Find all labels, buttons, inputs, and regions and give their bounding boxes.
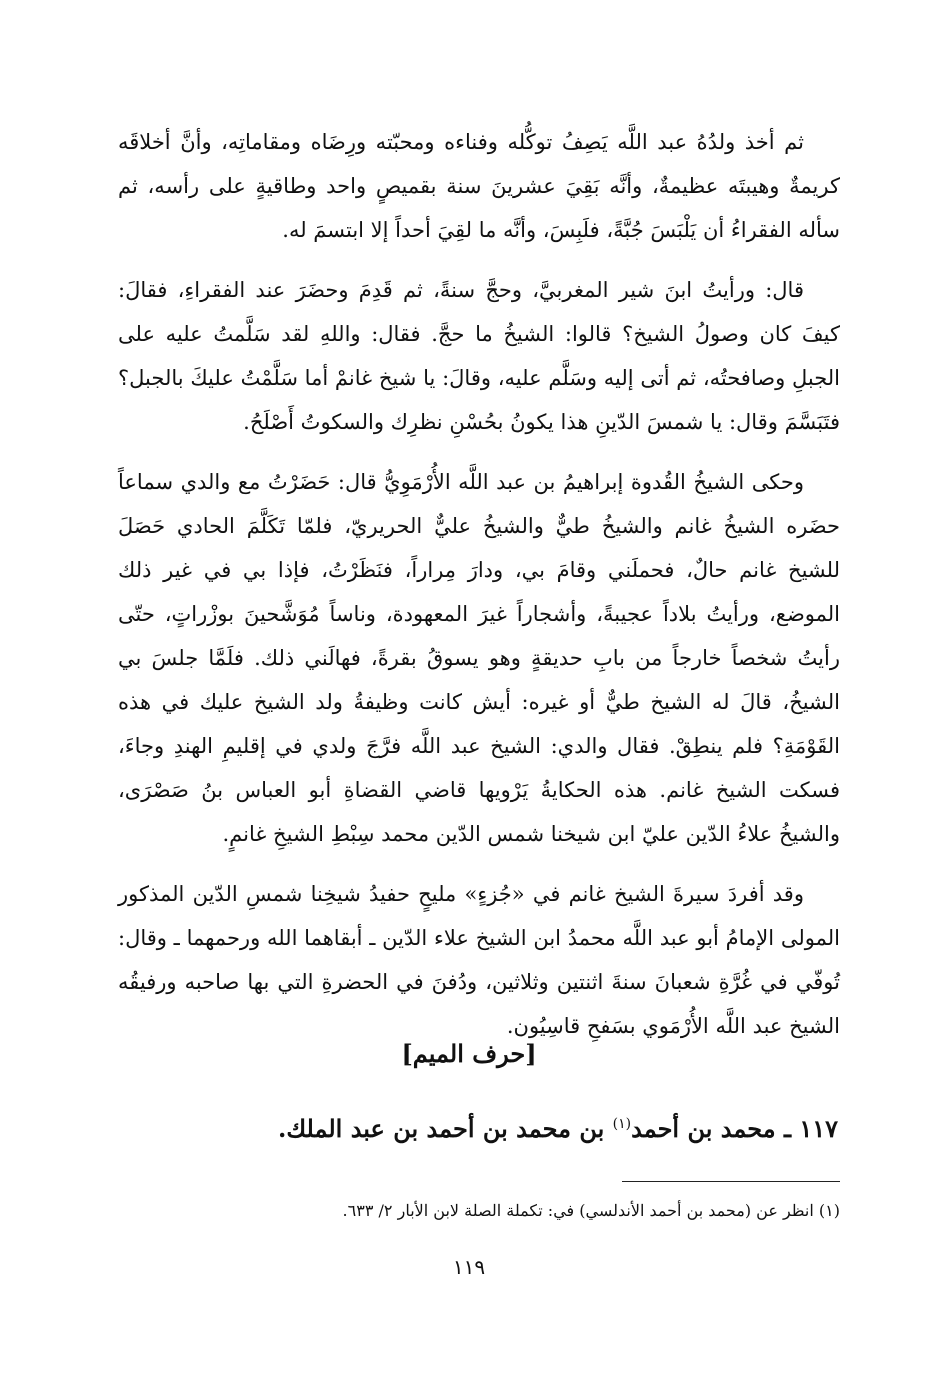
paragraph-4: وقد أفردَ سيرةَ الشيخ غانم في «جُزءٍ» مليحٍ حفيدُ شيخِنا شمسِ الدّين المذكور المولى الإمامُ أبو عبد اللَّه محمدُ ابن الشيخ علاء الدّين ـ أبقاهما الله ورحمهما ـ وقال: تُوفّي في غُرَّةِ شعبانَ سنةَ اثنتين وثلاثين، ودُفنَ في الحضرةِ التي بها صاحبه ورفيقُه الشيخ عبد اللَّه الأُرْمَوي بسَفحِ قاسِيُون.: [118, 882, 840, 1038]
entry-title-start: ١١٧ ـ محمد بن أحمد: [631, 1114, 838, 1143]
footnote-divider: [622, 1181, 840, 1182]
footnote: (١) انظر عن (محمد بن أحمد الأندلسي) في: تكملة الصلة لابن الأبار ٢/ ٦٣٣.: [342, 1201, 840, 1220]
body-text: [118, 120, 840, 1048]
entry-heading: [98, 1104, 838, 1149]
paragraph-1: ثم أخذ ولدُهُ عبد اللَّه يَصِفُ توكُّله وفناءه ومحبّته ورِضَاه ومقاماتِه، وأنَّ أخلاقَه كريمةٌ وهيبتَه عظيمةٌ، وأنَّه بَقِيَ عشرينَ سنة بقميصٍ واحد وطاقيةٍ على رأسه، ثم سأله الفقراءُ أن يَلْبَسَ جُبَّةً، فلَبِسَ، وأنَّه ما لقِيَ أحداً إلا ابتسمَ له.: [118, 130, 840, 242]
page-number: ١١٩: [452, 1255, 486, 1279]
footnote-reference[interactable]: (١): [612, 1116, 632, 1132]
entry-title-rest: بن محمد بن أحمد بن عبد الملك.: [277, 1114, 613, 1143]
section-heading: [حرف الميم]: [401, 1039, 537, 1068]
paragraph-2: قال: ورأيتُ ابنَ شير المغربيَّ، وحجَّ سنةً، ثم قَدِمَ وحضَرَ عند الفقراءِ، فقالَ: كيفَ كان وصولُ الشيخ؟ قالوا: الشيخُ ما حجَّ. فقال: واللهِ لقد سَلَّمتُ عليه على الجبلِ وصافحتُه، ثم أتى إليه وسَلَّم عليه، وقالَ: يا شيخ غانمْ أما سَلَّمْتُ عليكَ بالجبل؟ فتَبَسَّمَ وقال: يا شمسَ الدّينِ هذا يكونُ بحُسْنِ نظرِك والسكوتُ أَصْلَحُ.: [118, 278, 840, 434]
paragraph-3: وحكى الشيخُ القُدوة إبراهيمُ بن عبد اللَّه الأُرْمَوِيُّ قال: حَضَرْتُ مع والدي سماعاً حضَره الشيخُ غانم والشيخُ طيٌّ والشيخُ عليٌّ الحريريّ، فلمّا تَكَلَّمَ الحادي حَصَلَ للشيخ غانم حالٌ، فحملَني وقامَ بي، ودارَ مِراراً، فنَظَرْتُ، فإذا بي في غير ذلك الموضع، ورأيتُ بلاداً عجيبةً، وأشجاراً غيرَ المعهودة، وناساً مُوَشَّحينَ بوزْراتٍ، حتّى رأيتُ شخصاً خارجاً من بابِ حديقةٍ وهو يسوقُ بقرةً، فهالَني ذلك. فلَمَّا جلسَ بي الشيخُ، قالَ له الشيخ طيٌّ أو غيره: أيش كانت وظيفةُ ولد الشيخ عليك في هذه القَوْمَةِ؟ فلم ينطِقْ. فقال والدي: الشيخ عبد اللَّه فرَّجَ ولدي في إقليمِ الهندِ وجاءَ، فسكت الشيخ غانم. هذه الحكايةُ يَرْويها قاضي القضاةِ أبو العباس بنُ صَصْرَى، والشيخُ علاءُ الدّين عليّ ابن شيخنا شمس الدّين محمد سِبْطِ الشيخِ غانمٍ.: [118, 470, 840, 846]
